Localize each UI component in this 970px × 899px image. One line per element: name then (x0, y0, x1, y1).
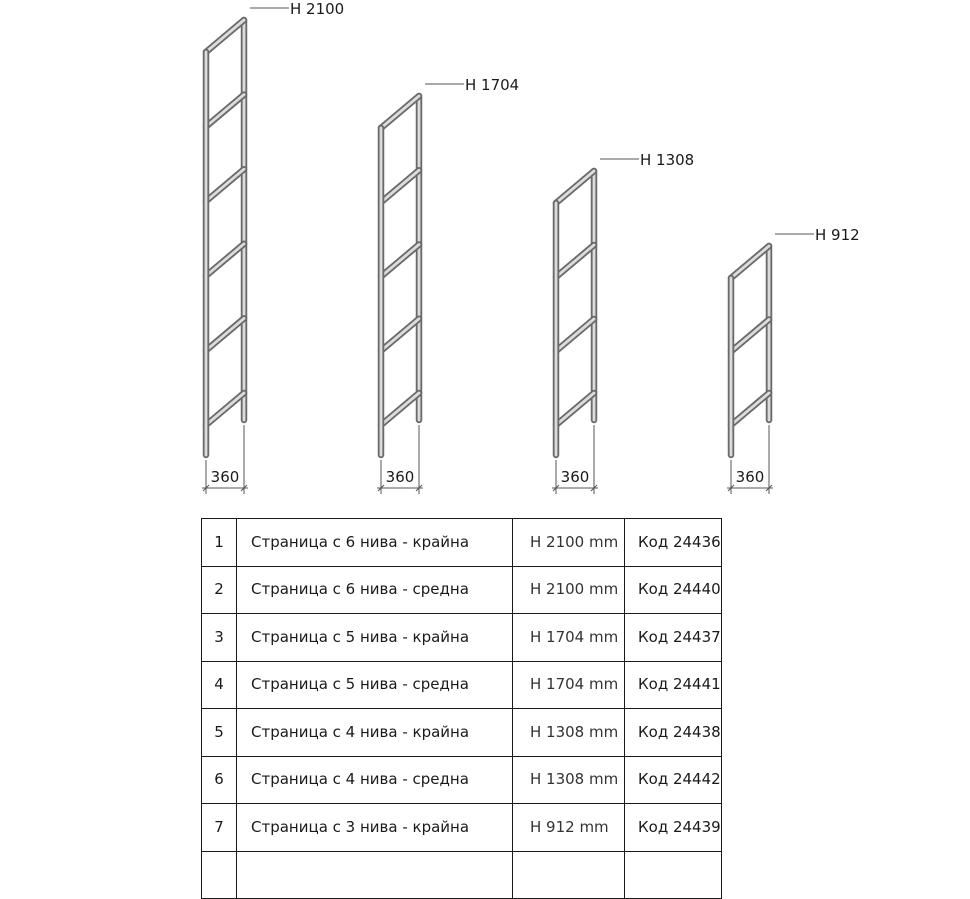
crossbar-highlight (381, 319, 419, 351)
crossbar-highlight (381, 170, 419, 202)
item-height (513, 851, 625, 899)
top-crossbar-highlight (381, 96, 419, 128)
shelf-frame (727, 226, 860, 494)
top-crossbar-highlight (556, 171, 594, 203)
crossbar-highlight (556, 245, 594, 277)
table-row (202, 851, 722, 899)
item-code: Код 24442 (625, 756, 722, 804)
table-row (202, 614, 722, 662)
row-number: 7 (202, 804, 237, 852)
item-name: Страница с 3 нива - крайна (237, 804, 513, 852)
crossbar-highlight (206, 244, 244, 276)
table-row (202, 804, 722, 852)
table-row (202, 756, 722, 804)
shelf-frame (202, 0, 344, 494)
item-height: H 912 mm (513, 804, 625, 852)
width-label: 360 (385, 468, 415, 486)
item-height: H 1704 mm (513, 661, 625, 709)
item-code: Код 24436 (625, 519, 722, 567)
row-number: 4 (202, 661, 237, 709)
crossbar-highlight (556, 319, 594, 351)
item-name (237, 851, 513, 899)
crossbar-highlight (731, 393, 769, 425)
width-label: 360 (560, 468, 590, 486)
crossbar-highlight (206, 95, 244, 127)
table-row (202, 519, 722, 567)
item-code (625, 851, 722, 899)
item-height: H 1308 mm (513, 709, 625, 757)
item-code: Код 24437 (625, 614, 722, 662)
top-crossbar-highlight (731, 246, 769, 278)
crossbar-highlight (206, 169, 244, 201)
height-label: H 2100 (290, 0, 345, 18)
item-code: Код 24439 (625, 804, 722, 852)
table-row (202, 566, 722, 614)
item-name: Страница с 4 нива - крайна (237, 709, 513, 757)
item-name: Страница с 4 нива - средна (237, 756, 513, 804)
item-name: Страница с 5 нива - крайна (237, 614, 513, 662)
item-name: Страница с 6 нива - средна (237, 566, 513, 614)
table-row (202, 709, 722, 757)
crossbar-highlight (381, 245, 419, 277)
item-name: Страница с 6 нива - крайна (237, 519, 513, 567)
item-height: H 2100 mm (513, 566, 625, 614)
item-code: Код 24441 (625, 661, 722, 709)
row-number: 1 (202, 519, 237, 567)
width-label: 360 (210, 468, 240, 486)
item-code: Код 24438 (625, 709, 722, 757)
height-label: H 1704 (465, 76, 520, 94)
crossbar-highlight (206, 318, 244, 350)
width-label: 360 (735, 468, 765, 486)
item-name: Страница с 5 нива - средна (237, 661, 513, 709)
crossbar-highlight (206, 393, 244, 425)
row-number: 3 (202, 614, 237, 662)
row-number: 6 (202, 756, 237, 804)
crossbar-highlight (731, 320, 769, 352)
specification-table (201, 518, 722, 899)
item-code: Код 24440 (625, 566, 722, 614)
crossbar-highlight (381, 393, 419, 425)
row-number: 2 (202, 566, 237, 614)
item-height: H 1308 mm (513, 756, 625, 804)
height-label: H 912 (815, 226, 860, 244)
row-number (202, 851, 237, 899)
crossbar-highlight (556, 393, 594, 425)
top-crossbar-highlight (206, 20, 244, 52)
item-height: H 1704 mm (513, 614, 625, 662)
height-label: H 1308 (640, 151, 695, 169)
item-height: H 2100 mm (513, 519, 625, 567)
row-number: 5 (202, 709, 237, 757)
shelf-frame (552, 151, 694, 494)
table-row (202, 661, 722, 709)
shelf-frame (377, 76, 519, 494)
